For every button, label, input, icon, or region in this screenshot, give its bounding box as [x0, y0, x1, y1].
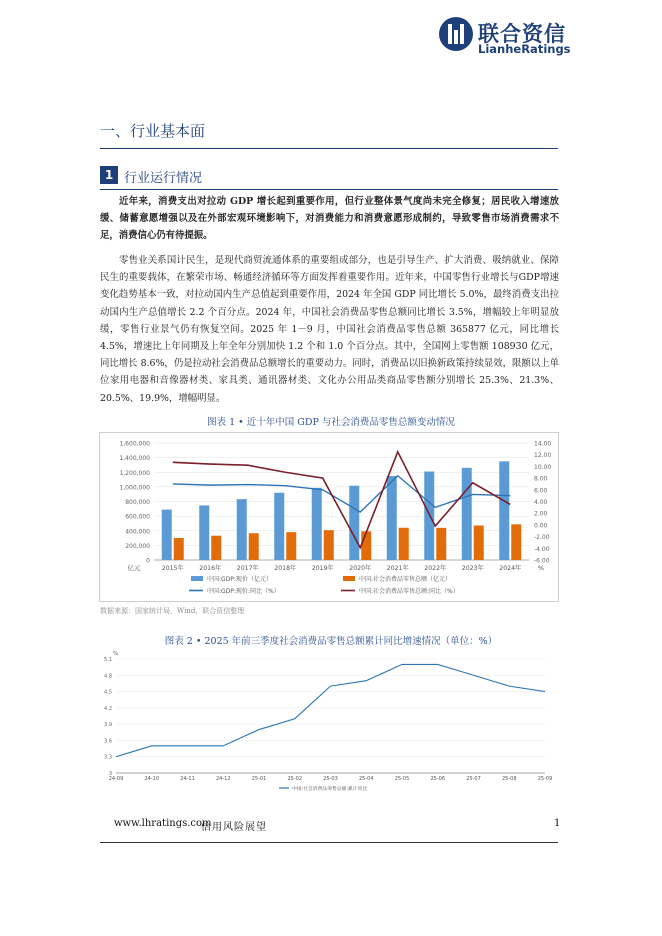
- chart2-xtick-label: 25-08: [501, 776, 517, 782]
- chart1-bar-retail: [436, 528, 446, 560]
- subsection-title: 行业运行情况: [124, 171, 203, 186]
- chart1-ytick-label: 1,000,000: [119, 484, 150, 492]
- chart1-legend-swatch: [191, 576, 203, 581]
- body-paragraph: 零售业关系国计民生，是现代商贸流通体系的重要组成部分，也是引导生产、扩大消费、吸纳就业、保障民生的重要载体，在繁荣市场、畅通经济循环等方面发挥着重要作用。近年来，中国零售行业增长与GDP增速变化趋势基本一致，对拉动国内生产总值起到重要作用，2024 年全国 GDP 同比增长 5.0%，最终消费支出拉动国内生产总值增长 2.2 个百分点。2024 年，中国社会消费品零售总额同比增长 3.5%，增幅较上年明显放缓，零售行业景气仍有恢复空间。2025 年 1－9 月，中国社会消费品零售总额 365877 亿元，同比增长 4.5%，增速比上年同期及上年全年分别加快 1.2 个和 1.0 个百分点。其中，全国网上零售额 108930 亿元，同比增长 8.6%，仍是拉动社会消费品总额增长的重要动力。同时，消费品以旧换新政策持续显效，限额以上单位家用电器和音像器材类、家具类、通讯器材类、文化办公用品类商品零售额分别增长 25.3%、21.3%、20.5%、19.9%，增幅明显。: [100, 255, 559, 404]
- chart1-bar-gdp: [237, 499, 247, 560]
- chart1-ytick-label: 0: [146, 557, 150, 565]
- footer-divider: [100, 842, 558, 843]
- chart2-xtick-label: 25-05: [394, 776, 410, 782]
- subsection-number: 1: [100, 166, 118, 184]
- chart1-ytick-label: 1,600,000: [119, 440, 150, 448]
- chart1-bar-retail: [174, 538, 184, 560]
- chart2-xtick-label: 25-06: [430, 776, 446, 782]
- chart1-bar-retail: [474, 526, 484, 560]
- chart1-left-unit: 亿元: [127, 564, 141, 572]
- chart1-y2tick-label: 12.00: [534, 452, 552, 460]
- section-title: 一、行业基本面: [100, 122, 206, 140]
- chart1-bar-retail: [361, 531, 371, 560]
- chart1-legend-label: 中国:GDP:现价（亿元）: [207, 576, 272, 583]
- chart2-ytick-label: 3.3: [104, 754, 112, 761]
- chart2-ytick-label: 3.9: [104, 722, 112, 729]
- chart1-xtick-label: 2023年: [461, 565, 484, 572]
- chart2-ytick-label: 3: [108, 771, 112, 777]
- chart1-xtick-label: 2021年: [386, 565, 409, 572]
- figure2-caption: 图表 2 • 2025 年前三季度社会消费品零售总额累计同比增速情况（单位：%）: [164, 636, 498, 647]
- chart2-ytick-label: 5.1: [104, 657, 112, 663]
- figure1-source-note: 数据来源：国家统计局，Wind，联合资信整理: [100, 607, 245, 615]
- chart2-ytick-label: 4.5: [104, 689, 112, 696]
- logo-text-en: LianheRatings: [478, 42, 571, 56]
- chart2-y-unit: %: [113, 651, 119, 657]
- chart1-bar-gdp: [387, 476, 397, 560]
- chart1-bar-retail: [511, 524, 521, 560]
- chart1-xtick-label: 2024年: [499, 565, 522, 572]
- chart1-bar-gdp: [162, 510, 172, 560]
- chart1-xtick-label: 2020年: [349, 565, 372, 572]
- chart1-bar-gdp: [274, 493, 284, 560]
- chart1-bar-gdp: [499, 461, 509, 560]
- chart1-ytick-label: 400,000: [125, 528, 150, 536]
- chart1-bar-retail: [211, 536, 221, 560]
- chart2-xtick-label: 24-12: [215, 776, 231, 782]
- chart2-xtick-label: 24-09: [108, 776, 124, 782]
- chart1-ytick-label: 800,000: [125, 499, 150, 506]
- chart1-bar-retail: [249, 533, 259, 560]
- lianhe-logo-icon: [438, 16, 474, 52]
- chart1-xtick-label: 2018年: [274, 565, 297, 572]
- chart1-y2tick-label: -6.00: [534, 557, 550, 565]
- chart1-bar-gdp: [199, 505, 209, 560]
- chart2-ytick-label: 4.2: [104, 705, 112, 712]
- footer-url[interactable]: www.lhratings.com: [114, 818, 212, 829]
- chart1-xtick-label: 2017年: [236, 565, 259, 572]
- retail-ytd-growth-chart: [99, 647, 559, 795]
- chart1-ytick-label: 600,000: [125, 513, 150, 521]
- subsection-divider: [100, 189, 558, 190]
- chart1-xtick-label: 2022年: [424, 565, 447, 572]
- chart1-ytick-label: 1,200,000: [119, 469, 150, 477]
- chart1-ytick-label: 200,000: [125, 542, 150, 550]
- summary-paragraph: 近年来，消费支出对拉动 GDP 增长起到重要作用，但行业整体景气度尚未完全修复；居民收入增速放缓、储蓄意愿增强以及在外部宏观环境影响下，对消费能力和消费意愿形成制约，导致零售市场消费需求不足，消费信心仍有待提振。: [100, 196, 559, 242]
- chart1-y2tick-label: -4.00: [534, 545, 550, 553]
- chart1-y2tick-label: 2.00: [534, 510, 548, 518]
- footer-slogan: 信用风险展望: [201, 822, 267, 833]
- chart2-xtick-label: 24-11: [180, 776, 195, 782]
- chart1-y2tick-label: 8.00: [534, 475, 548, 483]
- chart1-bar-retail: [286, 532, 296, 560]
- chart2-xtick-label: 25-02: [287, 776, 303, 782]
- chart2-legend-label: 中国:社会消费品零售总额:累计同比: [292, 787, 368, 792]
- chart1-xtick-label: 2019年: [311, 565, 334, 572]
- chart1-legend-label: 中国:社会消费品零售总额（亿元）: [359, 576, 452, 583]
- chart1-legend-swatch: [343, 576, 355, 581]
- chart1-legend-label: 中国:社会消费品零售总额:同比（%）: [359, 588, 459, 595]
- chart1-y2tick-label: 0.00: [534, 522, 548, 530]
- logo-text-cn: 联合资信: [478, 22, 566, 46]
- chart1-bar-gdp: [462, 468, 472, 560]
- chart1-bar-retail: [324, 530, 334, 560]
- chart1-y2tick-label: 6.00: [534, 487, 548, 495]
- chart1-bar-gdp: [349, 486, 359, 560]
- chart2-xtick-label: 25-03: [323, 776, 338, 782]
- chart2-xtick-label: 25-01: [251, 776, 267, 782]
- chart2-ytick-label: 3.6: [104, 738, 112, 745]
- chart2-xtick-label: 25-04: [358, 776, 374, 782]
- chart1-bar-gdp: [312, 488, 322, 560]
- chart1-y2tick-label: 4.00: [534, 499, 548, 506]
- page-number: 1: [554, 818, 561, 829]
- section-divider: [100, 148, 558, 149]
- gdp-retail-chart: [99, 432, 559, 602]
- figure1-caption: 图表 1 • 近十年中国 GDP 与社会消费品零售总额变动情况: [207, 417, 455, 428]
- chart1-y2tick-label: 10.00: [534, 463, 552, 471]
- chart2-line-retail-ytd: [116, 664, 545, 756]
- chart2-xtick-label: 25-09: [537, 776, 553, 782]
- chart1-ytick-label: 1,400,000: [119, 455, 150, 463]
- chart1-legend-label: 中国:GDP:现价:同比（%）: [207, 588, 280, 595]
- chart1-y2tick-label: -2.00: [534, 534, 550, 542]
- chart1-xtick-label: 2016年: [199, 565, 222, 572]
- chart1-bar-retail: [399, 528, 409, 560]
- chart2-xtick-label: 25-07: [466, 776, 481, 782]
- chart1-xtick-label: 2015年: [161, 565, 184, 572]
- chart1-y2tick-label: 14.00: [534, 440, 552, 448]
- chart2-xtick-label: 24-10: [144, 776, 160, 782]
- chart2-ytick-label: 4.8: [104, 673, 112, 680]
- chart1-right-unit: %: [537, 564, 545, 572]
